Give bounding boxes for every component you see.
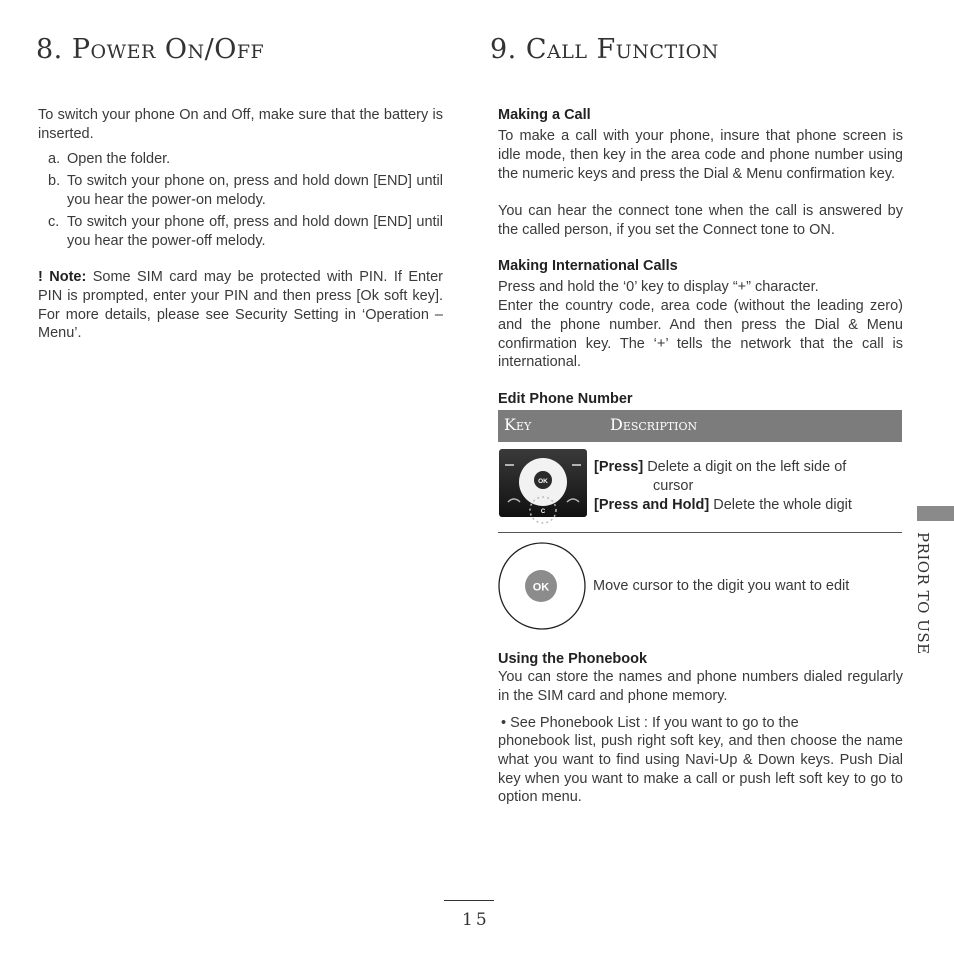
heading-edit: Edit Phone Number bbox=[498, 391, 633, 407]
edit-row-1-desc: [Press] Delete a digit on the left side of cursor [Press and Hold] Delete the whole digit bbox=[594, 458, 894, 514]
phonebook-p2: phonebook list, push right soft key, and then choose the name what you want to find using Navi-Up & Down keys. Push Dial key when you want to make a call or push left soft key to go to option menu. bbox=[498, 733, 903, 806]
keypad-icon bbox=[499, 449, 587, 525]
svg-text:C: C bbox=[540, 509, 546, 515]
table-row-divider bbox=[498, 532, 902, 533]
side-section-label: PRIOR TO USE bbox=[914, 532, 932, 655]
list-item: a. Open the folder. bbox=[48, 151, 171, 167]
svg-text:OK: OK bbox=[538, 478, 548, 485]
col-description: Description bbox=[610, 415, 698, 434]
making-call-p1: To make a call with your phone, insure that phone screen is idle mode, then key in the area code and phone number using the numeric keys and press the Dial & Menu confirmation key. bbox=[498, 128, 903, 182]
edit-table-header bbox=[498, 410, 902, 442]
phonebook-p1: You can store the names and phone numbers dialed regularly in the SIM card and phone memory. bbox=[498, 669, 903, 704]
keypad-image bbox=[499, 449, 587, 517]
list-item: b. To switch your phone on, press and hold down [END] until you hear the power-on melody. bbox=[48, 172, 443, 208]
nav-key-icon bbox=[496, 542, 588, 634]
press-label: [Press] bbox=[594, 459, 644, 475]
heading-making-call: Making a Call bbox=[498, 107, 591, 123]
list-item: c. To switch your phone off, press and hold down [END] until you hear the power-off melody. bbox=[48, 213, 443, 249]
international-p2: Enter the country code, area code (without the leading zero) and the phone number. And then press the Dial & Menu confirmation key. The ‘+’ tells the network that the call is international. bbox=[498, 298, 903, 371]
page-number-rule bbox=[444, 900, 494, 901]
section-title-power: 8. Power On/Off bbox=[36, 34, 265, 65]
page-number: 15 bbox=[462, 910, 490, 930]
making-call-p2: You can hear the connect tone when the call is answered by the called person, if you set the Connect tone to ON. bbox=[498, 203, 903, 238]
heading-phonebook: Using the Phonebook bbox=[498, 651, 648, 667]
note-label: ! Note: bbox=[38, 269, 87, 285]
power-steps bbox=[38, 150, 443, 252]
edit-row-2-desc: Move cursor to the digit you want to edit bbox=[593, 578, 850, 594]
nav-key-image bbox=[496, 542, 588, 639]
side-tab-marker bbox=[917, 506, 954, 521]
phonebook-bullet: • See Phonebook List : If you want to go to the bbox=[501, 715, 799, 731]
power-note bbox=[38, 268, 443, 343]
press-text-cont: cursor bbox=[653, 477, 694, 494]
power-intro: To switch your phone On and Off, make sure that the battery is inserted. bbox=[38, 107, 443, 142]
col-key: Key bbox=[504, 415, 532, 434]
section-title-call: 9. Call Function bbox=[490, 34, 719, 65]
international-p1: Press and hold the ‘0’ key to display “+” character. bbox=[498, 279, 819, 295]
svg-text:OK: OK bbox=[532, 581, 550, 594]
note-text: Some SIM card may be protected with PIN. If Enter PIN is prompted, enter your PIN and then press [Ok soft key]. For more details, please see Security Setting in ‘Operation – Menu’. bbox=[38, 269, 443, 342]
heading-international: Making International Calls bbox=[498, 258, 678, 274]
press-hold-label: [Press and Hold] bbox=[594, 496, 710, 513]
